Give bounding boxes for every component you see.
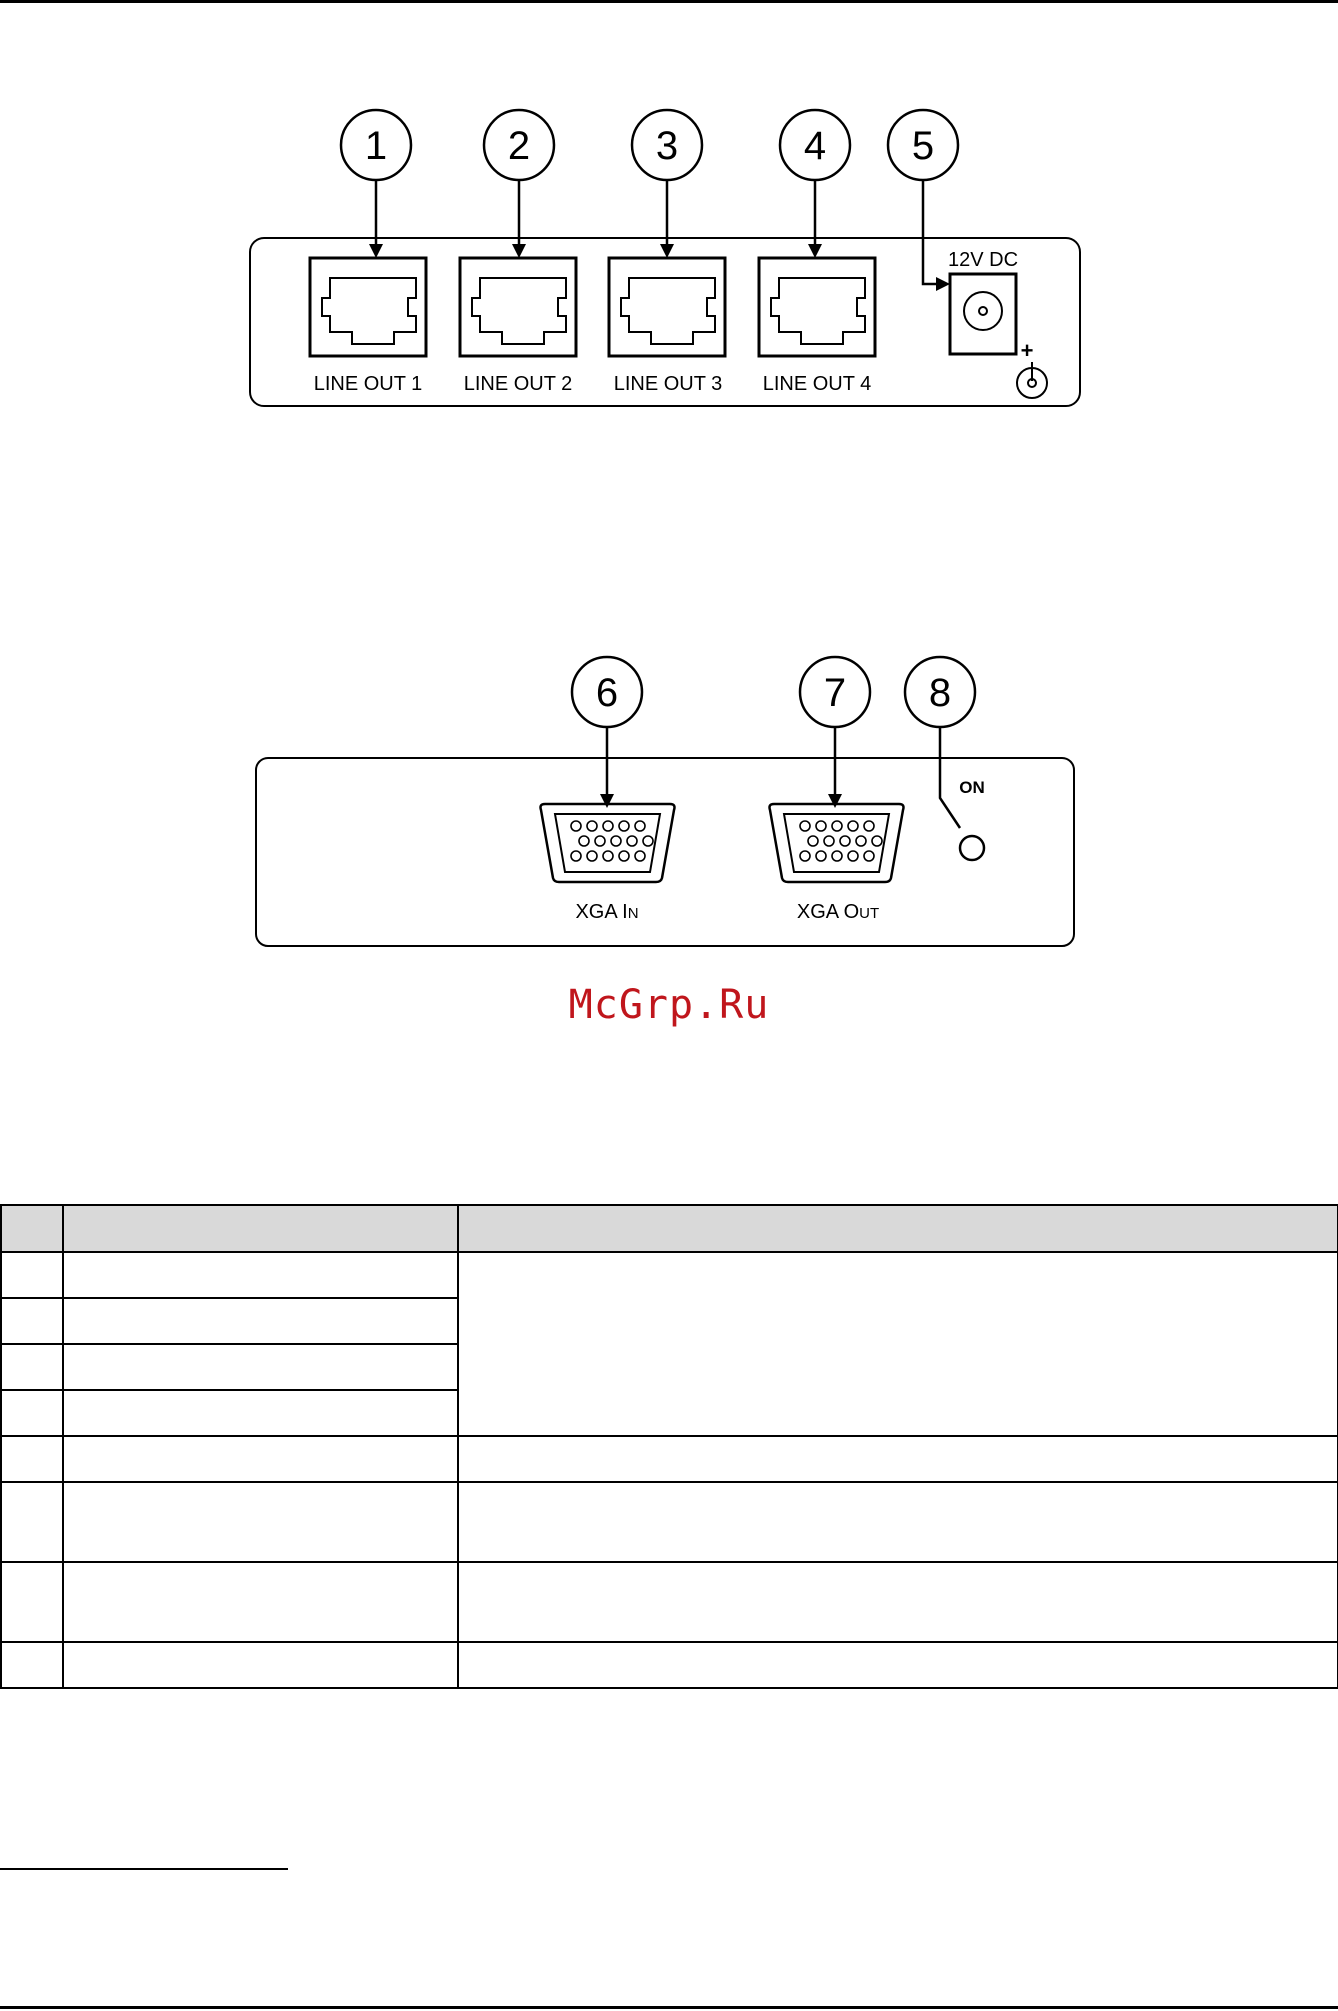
table-cell: [63, 1252, 458, 1298]
on-led-indicator: [959, 778, 985, 860]
table-cell: [1, 1482, 63, 1562]
callout-8: [905, 657, 975, 828]
front-panel-enclosure: [256, 758, 1074, 946]
callout-7: [800, 657, 870, 808]
table-row: [1, 1562, 1338, 1642]
polarity-plus: +: [1020, 338, 1034, 363]
callout-6-number: 6: [595, 671, 619, 715]
xga-out-connector: [770, 804, 904, 923]
rj45-port-1: [310, 258, 426, 395]
rj45-port-4: [759, 258, 875, 395]
callout-2: [484, 110, 554, 258]
on-led-label: ON: [959, 778, 985, 797]
port-label-line-out-2: LINE OUT 2: [463, 373, 573, 395]
callout-3: [632, 110, 702, 258]
watermark: McGrp.Ru: [568, 982, 770, 1028]
callout-4: [780, 110, 850, 258]
xga-out-label: XGA OUT: [796, 901, 880, 923]
port-label-line-out-1: LINE OUT 1: [313, 373, 423, 395]
table-row: [1, 1252, 1338, 1298]
table-row: [1, 1642, 1338, 1688]
callout-7-number: 7: [823, 671, 847, 715]
table-header-row: [1, 1205, 1338, 1252]
power-label: 12V DC: [947, 249, 1019, 271]
table-row: [1, 1436, 1338, 1482]
table-cell: [1, 1298, 63, 1344]
table-row: [1, 1482, 1338, 1562]
callout-5-number: 5: [911, 124, 935, 168]
power-connector: [948, 249, 1018, 354]
xga-in-connector: [541, 804, 675, 923]
table-header-cell: [458, 1205, 1338, 1252]
table-cell: [1, 1390, 63, 1436]
table-cell: [1, 1642, 63, 1688]
polarity-symbol: [1017, 338, 1047, 398]
table-cell: [1, 1436, 63, 1482]
table-cell: [63, 1344, 458, 1390]
rj45-port-2: [460, 258, 576, 395]
table-cell: [1, 1562, 63, 1642]
callout-2-number: 2: [507, 124, 531, 168]
table-cell: [63, 1562, 458, 1642]
table-cell: [63, 1390, 458, 1436]
table-cell: [63, 1482, 458, 1562]
rj45-port-3: [609, 258, 725, 395]
callout-1: [341, 110, 411, 258]
table-cell: [63, 1436, 458, 1482]
table-cell: [1, 1252, 63, 1298]
table-cell-merged: [458, 1252, 1338, 1436]
xga-in-label: XGA IN: [575, 901, 639, 923]
front-panel-diagram: [0, 650, 1338, 960]
table-header-cell: [1, 1205, 63, 1252]
callout-4-number: 4: [803, 124, 827, 168]
table-header-cell: [63, 1205, 458, 1252]
callout-3-number: 3: [655, 124, 679, 168]
table-cell: [458, 1642, 1338, 1688]
table-cell: [458, 1482, 1338, 1562]
table-cell: [63, 1298, 458, 1344]
page-bottom-rule: [0, 2006, 1338, 2009]
port-label-line-out-4: LINE OUT 4: [762, 373, 872, 395]
page-top-rule: [0, 0, 1338, 3]
spec-table: [0, 1204, 1338, 1689]
rear-panel-diagram: [0, 100, 1338, 420]
callout-1-number: 1: [364, 124, 388, 168]
callout-8-number: 8: [928, 671, 952, 715]
table-cell: [1, 1344, 63, 1390]
port-label-line-out-3: LINE OUT 3: [613, 373, 723, 395]
table-cell: [458, 1562, 1338, 1642]
table-cell: [458, 1436, 1338, 1482]
table-cell: [63, 1642, 458, 1688]
footnote-rule: [0, 1868, 288, 1870]
callout-6: [572, 657, 642, 808]
